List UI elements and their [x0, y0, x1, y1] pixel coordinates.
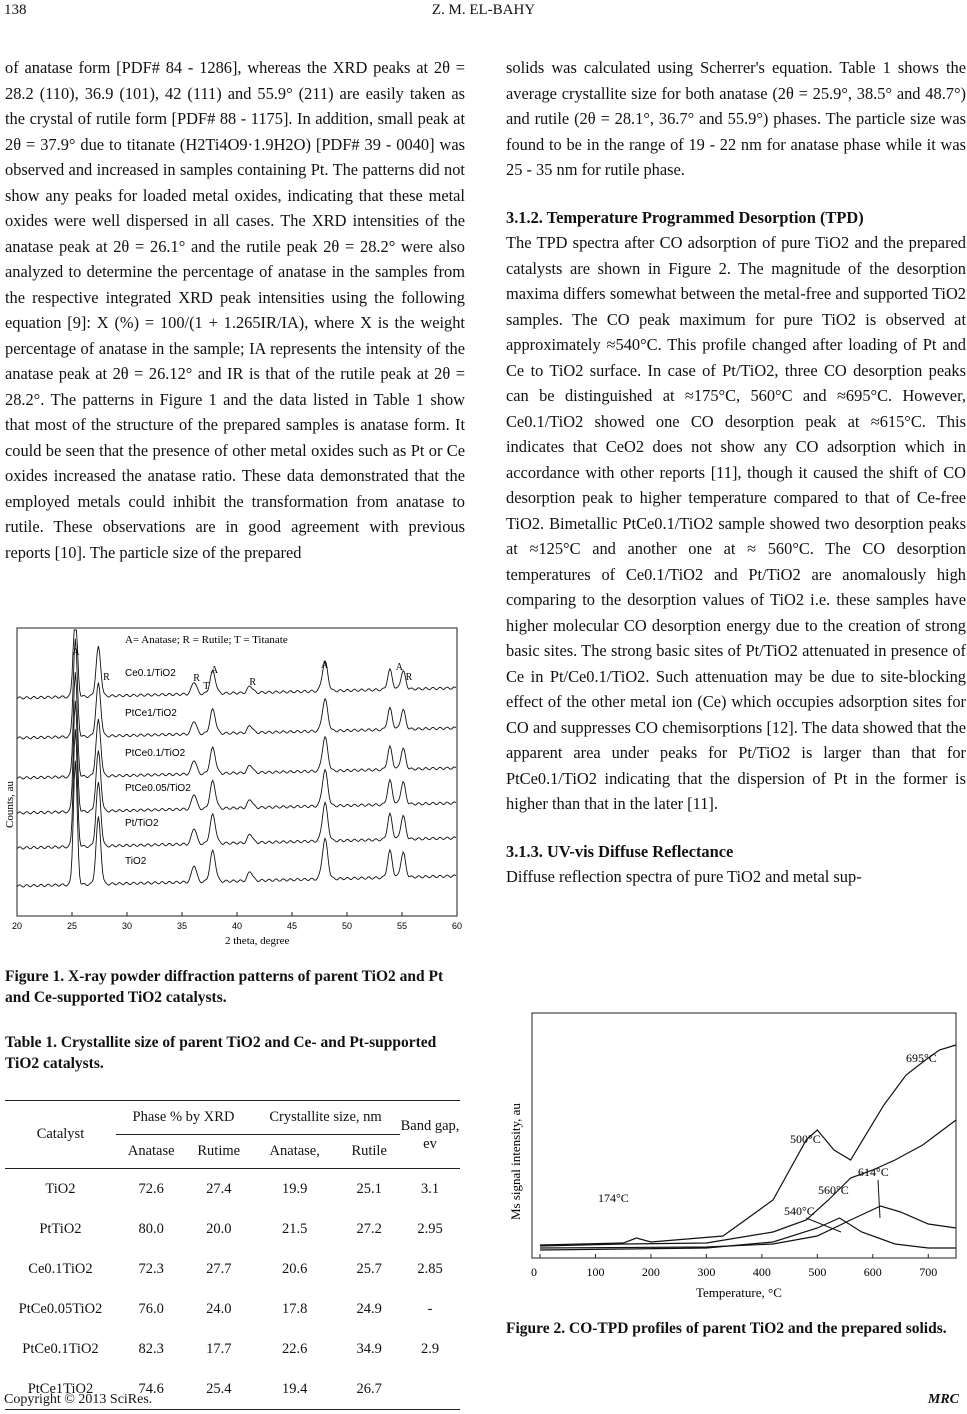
peak-label: R	[193, 673, 200, 684]
table-cell: 25.4	[206, 1380, 232, 1397]
table-cell: 17.7	[206, 1340, 232, 1357]
series-labels	[598, 1051, 937, 1232]
peak-label: A	[320, 660, 329, 671]
figure-2-caption: Figure 2. CO-TPD profiles of parent TiO2 and the prepared solids.	[506, 1320, 947, 1337]
table-cell: 2.9	[420, 1340, 440, 1357]
col-rutile-size: Rutile	[351, 1143, 387, 1159]
series-label: TiO2	[125, 856, 147, 867]
peak-label: R	[103, 672, 110, 683]
x-tick-label: 100	[586, 1265, 605, 1279]
right-column	[506, 55, 966, 890]
chart-legend: A= Anatase; R = Rutile; T = Titanate	[125, 634, 288, 646]
right-paragraph-2: The TPD spectra after CO adsorption of pure TiO2 and the prepared catalysts are shown in Figure 2. The magnitude of the desorption maxima differs somewhat between the metal-free and supported TiO2 samples. The CO peak maximum for pure TiO2 is observed at approximately ≈540°C. This profile changed after loading of Pt and Ce to TiO2 surface. In case of Pt/TiO2, three CO desorption peaks can be distinguished at ≈175°C, 560°C and ≈695°C. However, Ce0.1/TiO2 showed one CO desorption peak at ≈615°C. This indicates that CeO2 does not show any CO adsorption which in accordance with other reports [11], though it caused the shift of CO desorption peak to higher temperature compared to that of Ce-free TiO2. Bimetallic PtCe0.1/TiO2 sample showed two desorption peaks at ≈125°C and another one at ≈ 560°C. The CO desorption temperatures of Ce0.1/TiO2 and Pt/TiO2 are anomalously high comparing to the desorption values of TiO2 i.e. these samples have higher molecular CO desorption energy due to the creation of strong basic sites. The strong basic sites of Pt/TiO2 attenuated in presence of Ce in Pt/Ce0.1/TiO2. Such attenuation may be due to site-blocking effect of the other metal ion (Ce) which occupies adsorption sites for CO and suppresses CO chemisorptions [12]. The data showed that the apparent area under peaks for Pt/TiO2 is larger than that for PtCe0.1/TiO2 indicating that the dispersion of Pt in the former is higher than that in the later [11].	[506, 233, 966, 813]
x-tick-label: 300	[697, 1265, 716, 1279]
x-tick-label: 200	[641, 1265, 660, 1279]
x-tick-label: 20	[12, 921, 23, 931]
table-cell: -	[427, 1300, 433, 1317]
running-author: Z. M. EL-BAHY	[431, 2, 536, 18]
x-axis-label: Temperature, °C	[696, 1285, 782, 1300]
series-label: PtCe0.1/TiO2	[125, 748, 186, 759]
page-header	[0, 2, 967, 22]
left-column	[5, 55, 465, 565]
series-labels	[125, 668, 191, 867]
series-label: PtCe0.05/TiO2	[125, 783, 191, 794]
x-tick-label: 45	[287, 921, 298, 931]
table-cell: 27.4	[206, 1180, 232, 1197]
x-tick-label: 500	[808, 1265, 827, 1279]
table-cell: 74.6	[138, 1380, 164, 1397]
x-tick-label: 700	[919, 1265, 938, 1279]
table-cell: 24.9	[356, 1300, 382, 1317]
table-cell: 19.9	[282, 1180, 308, 1197]
xrd-curve	[17, 672, 456, 779]
table-cell: 2.85	[417, 1260, 443, 1277]
figure-2	[506, 1010, 961, 1310]
x-tick-labels	[12, 912, 462, 931]
x-tick-label: 55	[397, 921, 408, 931]
peak-label: R	[249, 677, 257, 688]
col-catalyst: Catalyst	[36, 1126, 85, 1142]
annotation-arrow	[878, 1180, 880, 1218]
table-cell: 17.8	[282, 1300, 308, 1317]
peak-annotation: 500°C	[790, 1132, 821, 1146]
tpd-curve	[540, 1206, 956, 1248]
table-cell: 24.0	[206, 1300, 232, 1317]
x-tick-label: 30	[122, 921, 133, 931]
peak-label: A	[395, 662, 403, 673]
table-cell: 80.0	[138, 1220, 164, 1237]
table-cell: 72.3	[138, 1260, 164, 1277]
x-tick-label: 35	[177, 921, 188, 931]
peak-annotation: 174°C	[598, 1191, 629, 1205]
figure-1	[4, 628, 463, 958]
peak-annotation: 560°C	[818, 1183, 849, 1197]
peak-label: T	[203, 681, 210, 692]
table-cell: 72.6	[138, 1180, 164, 1197]
table-cell	[400, 1369, 460, 1410]
tpd-curve	[540, 1045, 956, 1245]
x-tick-label: 40	[232, 921, 243, 931]
table-cell: 34.9	[356, 1340, 382, 1357]
table-cell: PtCe0.05TiO2	[18, 1300, 103, 1317]
table-row	[5, 1209, 460, 1249]
table-cell: PtCe1TiO2	[27, 1380, 94, 1397]
x-axis-label: 2 theta, degree	[225, 935, 290, 947]
x-tick-label: 25	[67, 921, 78, 931]
section-heading-313: 3.1.3. UV-vis Diffuse Reflectance	[506, 841, 734, 861]
col-phase: Phase % by XRD	[116, 1101, 251, 1135]
tpd-curves	[540, 1045, 956, 1250]
table-cell: 76.0	[138, 1300, 164, 1317]
y-axis-label: Ms signal intensity, au	[508, 1103, 523, 1220]
figure-1-caption: Figure 1. X-ray powder diffraction patterns of parent TiO2 and Pt and Ce-supported TiO2 catalysts.	[5, 968, 444, 1006]
table-cell: 2.95	[417, 1220, 443, 1237]
table-1	[5, 1100, 460, 1410]
x-tick-label: 400	[752, 1265, 771, 1279]
table-cell: 27.7	[206, 1260, 232, 1277]
table-cell: 82.3	[138, 1340, 164, 1357]
peak-label: A	[72, 647, 80, 658]
series-label: Ce0.1/TiO2	[125, 668, 176, 679]
col-band: Band gap, ev	[400, 1117, 460, 1152]
xrd-curve	[17, 701, 456, 814]
table-cell: 22.6	[282, 1340, 308, 1357]
table-cell: 19.4	[282, 1380, 308, 1397]
xrd-curves	[17, 630, 456, 887]
series-label: Pt/TiO2	[125, 818, 159, 829]
x-tick-label: 600	[863, 1265, 882, 1279]
peak-labels	[72, 647, 412, 692]
col-crystallite: Crystallite size, nm	[251, 1101, 400, 1135]
table-1-caption: Table 1. Crystallite size of parent TiO2 and Ce- and Pt-supported TiO2 catalysts.	[5, 1034, 437, 1072]
table-row	[5, 1329, 460, 1369]
table-cell: 20.6	[282, 1260, 308, 1277]
left-paragraph: of anatase form [PDF# 84 - 1286], whereas the XRD peaks at 2θ = 28.2 (110), 36.9 (101), 42 (111) and 55.9° (211) are easily taken as the crystal of rutile form [PDF# 88 - 1175]. In addition, small peak at 2θ = 37.9° due to titanate (H2Ti4O9·1.9H2O) [PDF# 39 - 0040] was observed and increased in samples containing Pt. The patterns did not show any peaks for loaded metal oxides, indicating that these metal oxides were well dispersed in all cases. The XRD intensities of the anatase peak at 2θ = 26.1° and the rutile peak 2θ = 28.2° were also analyzed to determine the percentage of anatase in the samples from the respective integrated XRD peak intensities using the following equation [9]: X (%) = 100/(1 + 1.265IR/IA), where X is the weight percentage of anatase in the sample; IA represents the intensity of the anatase peak at 2θ = 26.12° and IR is that of the rutile peak at 2θ = 28.2°. The patterns in Figure 1 and the data listed in Table 1 show that most of the structure of the prepared samples is anatase form. It could be seen that the presence of other metal oxides such as Pt or Ce oxides increased the anatase ratio. These data demonstrated that the employed metals could inhibit the transformation from anatase to rutile. These observations are in good agreement with previous reports [10]. The particle size of the prepared	[5, 58, 465, 562]
peak-annotation: 614°C	[858, 1165, 889, 1179]
table-cell: PtCe0.1TiO2	[22, 1340, 99, 1357]
peak-label: R	[405, 672, 413, 683]
right-paragraph-1: solids was calculated using Scherrer's equation. Table 1 shows the average crystallite size for both anatase (2θ = 25.9°, 38.5° and 48.7°) and rutile (2θ = 28.1°, 36.7° and 55.9°) phases. The particle size was found to be in the range of 19 - 22 nm for anatase phase while it was 25 - 35 nm for rutile phase.	[506, 58, 966, 179]
table-cell: 20.0	[206, 1220, 232, 1237]
xrd-curve	[17, 639, 456, 739]
page-number: 138	[4, 2, 27, 18]
journal-name: MRC	[927, 1392, 959, 1407]
x-tick-label: 0	[531, 1265, 537, 1279]
table-cell: 25.1	[356, 1180, 382, 1197]
table-cell: 25.7	[356, 1260, 382, 1277]
table-cell: 21.5	[282, 1220, 308, 1237]
table-cell: 3.1	[420, 1180, 440, 1197]
peak-annotation: 695°C	[906, 1051, 937, 1065]
xrd-chart	[4, 628, 463, 958]
y-axis-label: Counts, au	[4, 780, 16, 828]
table-cell: 26.7	[356, 1380, 382, 1397]
table-cell: TiO2	[45, 1180, 76, 1197]
tpd-curve	[540, 1120, 956, 1246]
right-paragraph-3: Diffuse reflection spectra of pure TiO2 and metal sup-	[506, 867, 862, 886]
series-label: PtCe1/TiO2	[125, 708, 177, 719]
table-cell: PtTiO2	[39, 1220, 82, 1237]
table-cell: Ce0.1TiO2	[28, 1260, 93, 1277]
table-cell: 27.2	[356, 1220, 382, 1237]
table-row	[5, 1249, 460, 1289]
col-anatase-size: Anatase,	[269, 1143, 320, 1159]
x-tick-label: 60	[452, 921, 463, 931]
copyright: Copyright © 2013 SciRes.	[4, 1392, 153, 1407]
col-rutime: Rutime	[197, 1143, 241, 1159]
table-row	[5, 1169, 460, 1210]
tpd-chart	[506, 1010, 961, 1310]
x-tick-label: 50	[342, 921, 353, 931]
peak-label: A	[210, 665, 219, 676]
section-heading-312: 3.1.2. Temperature Programmed Desorption (TPD)	[506, 207, 864, 227]
col-anatase: Anatase	[127, 1143, 175, 1159]
table-row	[5, 1289, 460, 1329]
peak-annotation: 540°C	[784, 1204, 815, 1218]
